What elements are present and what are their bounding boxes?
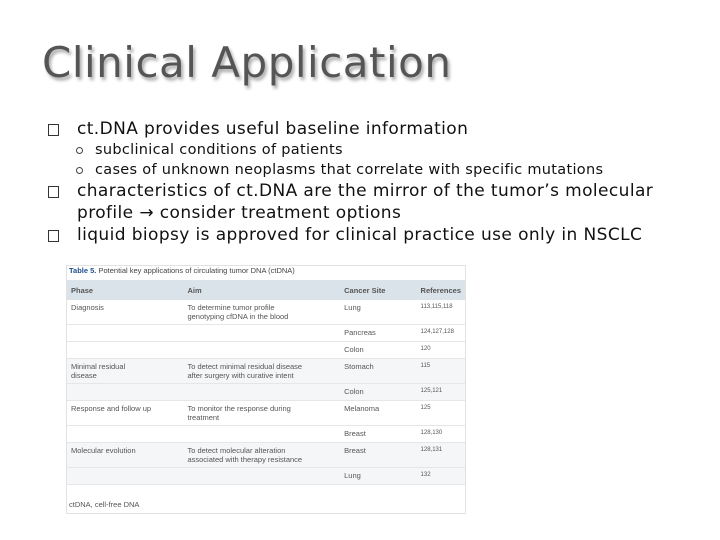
table-row — [67, 426, 465, 443]
sub-bullet-item — [46, 160, 696, 180]
table-cell: Molecular evolution — [67, 443, 183, 468]
table-cell: To detect molecular alteration associated with therapy resistance — [183, 443, 340, 468]
column-header: Aim — [183, 280, 340, 300]
square-bullet-icon — [48, 230, 59, 242]
table-cell: Minimal residual disease — [67, 359, 183, 384]
sub-bullet-text: subclinical conditions of patients — [95, 142, 343, 158]
bullet-item — [46, 180, 696, 224]
table-cell: Stomach — [340, 359, 416, 384]
table-cell: Response and follow up — [67, 401, 183, 426]
table-row — [67, 342, 465, 359]
sub-bullet-item — [46, 140, 696, 160]
table-footnote: ctDNA, cell-free DNA — [69, 500, 140, 509]
slide-title: Clinical Application — [42, 38, 452, 87]
table-cell: 113,115,118 — [417, 300, 465, 325]
table-cell: Colon — [340, 384, 416, 401]
table-cell: 124,127,128 — [417, 325, 465, 342]
table-cell — [67, 468, 183, 485]
data-table — [67, 280, 465, 485]
table-row — [67, 468, 465, 485]
table-cell: 128,130 — [417, 426, 465, 443]
table-cell — [183, 384, 340, 401]
square-bullet-icon — [48, 186, 59, 198]
table-cell — [183, 426, 340, 443]
ctdna-applications-table — [66, 265, 466, 514]
table-row — [67, 325, 465, 342]
table-cell: Breast — [340, 426, 416, 443]
column-header: Cancer Site — [340, 280, 416, 300]
table-cell — [67, 325, 183, 342]
table-caption — [69, 266, 295, 275]
table-cell — [67, 384, 183, 401]
table-cell: To detect minimal residual disease after surgery with curative intent — [183, 359, 340, 384]
column-header: Phase — [67, 280, 183, 300]
bullet-text: ct.DNA provides useful baseline information — [77, 119, 469, 139]
bullet-line: profile → consider treatment options — [77, 203, 402, 223]
table-cell: Pancreas — [340, 325, 416, 342]
table-cell: Colon — [340, 342, 416, 359]
table-cell: Lung — [340, 468, 416, 485]
arrow-icon: → — [139, 203, 154, 223]
bullet-list — [46, 118, 696, 246]
bullet-item — [46, 224, 696, 246]
table-cell: Lung — [340, 300, 416, 325]
square-bullet-icon — [48, 124, 59, 136]
column-header: References — [417, 280, 465, 300]
bullet-text — [77, 180, 653, 224]
table-cell — [183, 325, 340, 342]
table-cell: Diagnosis — [67, 300, 183, 325]
table-cell: Breast — [340, 443, 416, 468]
table-cell: 125 — [417, 401, 465, 426]
table-row — [67, 443, 465, 468]
table-cell: To monitor the response during treatment — [183, 401, 340, 426]
bullet-item — [46, 118, 696, 140]
bullet-line: characteristics of ct.DNA are the mirror of the tumor’s molecular — [77, 181, 654, 201]
table-cell — [183, 468, 340, 485]
table-caption-label: Table 5. — [69, 266, 97, 275]
table-cell — [67, 342, 183, 359]
table-cell: 115 — [417, 359, 465, 384]
table-cell — [67, 426, 183, 443]
table-cell: 128,131 — [417, 443, 465, 468]
table-cell: 125,121 — [417, 384, 465, 401]
table-row — [67, 384, 465, 401]
table-cell — [183, 342, 340, 359]
ring-bullet-icon — [76, 167, 83, 174]
table-cell: To determine tumor profile genotyping cfDNA in the blood — [183, 300, 340, 325]
table-header-row — [67, 280, 465, 300]
bullet-text: liquid biopsy is approved for clinical practice use only in NSCLC — [77, 225, 643, 245]
table-cell: 120 — [417, 342, 465, 359]
table-row — [67, 359, 465, 384]
table-cell: 132 — [417, 468, 465, 485]
table-caption-text: Potential key applications of circulating tumor DNA (ctDNA) — [98, 266, 295, 275]
ring-bullet-icon — [76, 147, 83, 154]
table-row — [67, 300, 465, 325]
sub-bullet-text: cases of unknown neoplasms that correlate with specific mutations — [95, 162, 604, 178]
table-cell: Melanoma — [340, 401, 416, 426]
table-row — [67, 401, 465, 426]
